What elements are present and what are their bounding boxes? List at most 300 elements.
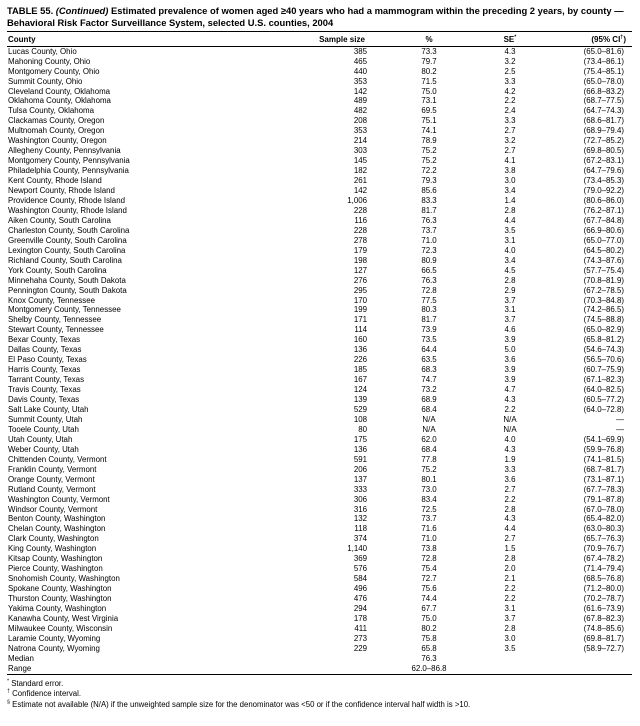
- ci-cell: (74.1–81.5): [583, 454, 624, 464]
- se-cell: 1.4: [504, 195, 516, 205]
- percent-cell: 75.2: [421, 156, 437, 166]
- ci-cell: (65.0–78.0): [583, 76, 624, 86]
- percent-cell: 71.0: [421, 235, 437, 245]
- percent-cell: 68.4: [421, 444, 437, 454]
- county-cell: Washington County, Vermont: [8, 494, 110, 504]
- percent-cell: 76.3: [421, 275, 437, 285]
- ci-cell: (68.5–76.8): [583, 574, 624, 584]
- se-cell: 3.4: [504, 186, 516, 196]
- sample-size-cell: 170: [353, 295, 367, 305]
- county-cell: Range: [8, 663, 32, 673]
- ci-cell: —: [616, 414, 624, 424]
- sample-size-cell: 182: [353, 166, 367, 176]
- se-cell: 3.7: [504, 614, 516, 624]
- sample-size-cell: 228: [353, 205, 367, 215]
- percent-cell: 73.3: [421, 46, 437, 56]
- county-cell: Clackamas County, Oregon: [8, 116, 105, 126]
- percent-cell: 75.2: [421, 146, 437, 156]
- percent-cell: 64.4: [421, 345, 437, 355]
- se-cell: 2.8: [504, 504, 516, 514]
- percent-cell: 72.8: [421, 554, 437, 564]
- percent-cell: N/A: [422, 424, 436, 434]
- table-row: [7, 136, 632, 146]
- ci-cell: (79.0–92.2): [583, 186, 624, 196]
- column-header-county: [7, 32, 317, 47]
- table-row: [7, 624, 632, 634]
- se-footnote-marker: *: [514, 34, 517, 41]
- se-cell: N/A: [503, 414, 517, 424]
- ci-cell: (70.8–81.9): [583, 275, 624, 285]
- table-row: [7, 654, 632, 664]
- se-cell: 5.0: [504, 345, 516, 355]
- table-row: [7, 146, 632, 156]
- percent-cell: 71.5: [421, 76, 437, 86]
- table-row: [7, 365, 632, 375]
- se-cell: 2.4: [504, 106, 516, 116]
- sample-size-cell: 145: [353, 156, 367, 166]
- table-row: [7, 495, 632, 505]
- column-header-percent-label: %: [425, 34, 433, 44]
- table-row: [7, 554, 632, 564]
- percent-cell: 80.2: [421, 623, 437, 633]
- sample-size-cell: 496: [353, 584, 367, 594]
- sample-size-cell: [317, 664, 381, 674]
- se-cell: 3.7: [504, 295, 516, 305]
- table-row: [7, 395, 632, 405]
- sample-size-cell: 374: [353, 534, 367, 544]
- sample-size-cell: 276: [353, 275, 367, 285]
- se-cell: 3.7: [504, 315, 516, 325]
- percent-cell: 73.9: [421, 325, 437, 335]
- ci-cell: (64.5–80.2): [583, 245, 624, 255]
- se-cell: 1.5: [504, 544, 516, 554]
- county-cell: Snohomish County, Washington: [8, 574, 120, 584]
- sample-size-cell: 1,140: [347, 544, 367, 554]
- ci-cell: (71.2–80.0): [583, 584, 624, 594]
- county-cell: Summit County, Utah: [8, 414, 83, 424]
- ci-cell: (64.7–79.6): [583, 166, 624, 176]
- county-cell: Bexar County, Texas: [8, 335, 81, 345]
- ci-cell: (65.0–77.0): [583, 235, 624, 245]
- county-cell: Tooele County, Utah: [8, 424, 79, 434]
- table-title: [7, 5, 632, 28]
- ci-cell: (69.8–81.7): [583, 633, 624, 643]
- ci-cell: (60.5–77.2): [583, 395, 624, 405]
- ci-cell: (65.0–81.6): [583, 46, 624, 56]
- se-cell: 3.9: [504, 365, 516, 375]
- se-cell: 2.1: [504, 574, 516, 584]
- county-cell: Mahoning County, Ohio: [8, 56, 91, 66]
- table-row: [7, 435, 632, 445]
- county-cell: Yakima County, Washington: [8, 604, 107, 614]
- se-cell: 4.3: [504, 514, 516, 524]
- county-cell: Kanawha County, West Virginia: [8, 614, 119, 624]
- table-row: [7, 664, 632, 674]
- sample-size-cell: 333: [353, 484, 367, 494]
- percent-cell: 80.1: [421, 474, 437, 484]
- sample-size-cell: 127: [353, 265, 367, 275]
- footnote-text: Standard error.: [9, 678, 64, 688]
- se-cell: 2.7: [504, 484, 516, 494]
- sample-size-cell: 136: [353, 345, 367, 355]
- county-cell: Windsor County, Vermont: [8, 504, 98, 514]
- table-row: [7, 574, 632, 584]
- percent-cell: 81.7: [421, 315, 437, 325]
- ci-cell: —: [616, 424, 624, 434]
- footnotes-section: [7, 679, 632, 710]
- se-cell: 2.8: [504, 275, 516, 285]
- se-cell: [477, 654, 543, 664]
- percent-cell: 77.5: [421, 295, 437, 305]
- sample-size-cell: 178: [353, 614, 367, 624]
- table-row: [7, 315, 632, 325]
- ci-footnote-marker: †: [620, 34, 624, 41]
- county-cell: Pierce County, Washington: [8, 564, 103, 574]
- percent-cell: 72.5: [421, 504, 437, 514]
- table-row: [7, 286, 632, 296]
- se-cell: 2.8: [504, 554, 516, 564]
- sample-size-cell: 160: [353, 335, 367, 345]
- sample-size-cell: 1,006: [347, 195, 367, 205]
- county-cell: Natrona County, Wyoming: [8, 643, 100, 653]
- sample-size-cell: 489: [353, 96, 367, 106]
- percent-cell: 75.0: [421, 86, 437, 96]
- county-cell: Greenville County, South Carolina: [8, 235, 127, 245]
- sample-size-cell: 132: [353, 514, 367, 524]
- se-cell: 2.7: [504, 534, 516, 544]
- sample-size-cell: 108: [353, 414, 367, 424]
- se-cell: 4.1: [504, 156, 516, 166]
- sample-size-cell: 306: [353, 494, 367, 504]
- ci-cell: (68.7–77.5): [583, 96, 624, 106]
- sample-size-cell: 179: [353, 245, 367, 255]
- county-cell: Tarrant County, Texas: [8, 375, 85, 385]
- percent-cell: 71.0: [421, 534, 437, 544]
- ci-cell: (66.9–80.6): [583, 225, 624, 235]
- ci-cell: (60.7–75.9): [583, 365, 624, 375]
- sample-size-cell: 576: [353, 564, 367, 574]
- sample-size-cell: 137: [353, 474, 367, 484]
- table-row: [7, 166, 632, 176]
- county-cell: Washington County, Rhode Island: [8, 205, 127, 215]
- sample-size-cell: 214: [353, 136, 367, 146]
- se-cell: 4.3: [504, 395, 516, 405]
- county-cell: Washington County, Oregon: [8, 136, 107, 146]
- footnote-marker: §: [7, 698, 10, 705]
- sample-size-cell: 80: [358, 424, 367, 434]
- ci-cell: (61.6–73.9): [583, 604, 624, 614]
- ci-cell: (65.0–82.9): [583, 325, 624, 335]
- table-row: [7, 485, 632, 495]
- sample-size-cell: 369: [353, 554, 367, 564]
- percent-cell: 80.9: [421, 255, 437, 265]
- percent-cell: 79.7: [421, 56, 437, 66]
- table-number: TABLE 55.: [7, 5, 54, 16]
- se-cell: [477, 664, 543, 674]
- percent-cell: 68.4: [421, 405, 437, 414]
- table-row: [7, 614, 632, 624]
- ci-cell: (67.7–78.3): [583, 484, 624, 494]
- ci-cell: (65.7–76.3): [583, 534, 624, 544]
- percent-cell: 75.4: [421, 564, 437, 574]
- table-row: [7, 305, 632, 315]
- sample-size-cell: 591: [353, 454, 367, 464]
- percent-cell: 77.8: [421, 454, 437, 464]
- footnote-confidence-interval: [7, 689, 632, 699]
- ci-cell: (67.8–82.3): [583, 614, 624, 624]
- percent-cell: 76.3: [421, 215, 437, 225]
- table-row: [7, 216, 632, 226]
- table-row: [7, 604, 632, 614]
- percent-cell: 75.8: [421, 633, 437, 643]
- ci-cell: (63.0–80.3): [583, 524, 624, 534]
- table-row: [7, 445, 632, 455]
- se-cell: 2.2: [504, 594, 516, 604]
- sample-size-cell: 198: [353, 255, 367, 265]
- percent-cell: 83.4: [421, 494, 437, 504]
- sample-size-cell: [317, 654, 381, 664]
- ci-cell: (67.4–78.2): [583, 554, 624, 564]
- county-cell: El Paso County, Texas: [8, 355, 87, 365]
- county-cell: Rutland County, Vermont: [8, 484, 96, 494]
- column-header-ci-close: ): [623, 34, 626, 44]
- table-row: [7, 46, 632, 56]
- footnote-text: Estimate not available (N/A) if the unweighted sample size for the denominator was <50 or if the confidence interval half width is >10.: [9, 699, 471, 709]
- se-cell: 4.6: [504, 325, 516, 335]
- ci-cell: (70.3–84.8): [583, 295, 624, 305]
- percent-cell: 74.1: [421, 126, 437, 136]
- percent-cell: 72.7: [421, 574, 437, 584]
- table-row: [7, 375, 632, 385]
- se-cell: 3.2: [504, 136, 516, 146]
- ci-cell: (74.3–87.6): [583, 255, 624, 265]
- table-row: [7, 325, 632, 335]
- ci-cell: (67.2–83.1): [583, 156, 624, 166]
- percent-cell: 80.3: [421, 305, 437, 315]
- sample-size-cell: 353: [353, 76, 367, 86]
- ci-cell: (58.9–72.7): [583, 643, 624, 653]
- county-cell: Spokane County, Washington: [8, 584, 112, 594]
- se-cell: 4.4: [504, 215, 516, 225]
- county-cell: Salt Lake County, Utah: [8, 405, 89, 414]
- ci-cell: (75.4–85.1): [583, 66, 624, 76]
- ci-cell: (68.9–79.4): [583, 126, 624, 136]
- ci-cell: (54.6–74.3): [583, 345, 624, 355]
- percent-cell: 81.7: [421, 205, 437, 215]
- county-cell: York County, South Carolina: [8, 265, 107, 275]
- ci-cell: (66.8–83.2): [583, 86, 624, 96]
- se-cell: 2.5: [504, 66, 516, 76]
- ci-cell: (70.9–76.7): [583, 544, 624, 554]
- se-cell: 4.2: [504, 86, 516, 96]
- sample-size-cell: 229: [353, 643, 367, 653]
- county-cell: King County, Washington: [8, 544, 97, 554]
- percent-cell: 68.3: [421, 365, 437, 375]
- county-cell: Utah County, Utah: [8, 434, 73, 444]
- sample-size-cell: 273: [353, 633, 367, 643]
- table-title-text: Estimated prevalence of women aged ≥40 years who had a mammogram within the preceding 2 years, by county — Behavioral Risk Factor Surveillance System, selected U.S. counties, 2004: [7, 5, 624, 28]
- percent-cell: 63.5: [421, 355, 437, 365]
- table-row: [7, 385, 632, 395]
- se-cell: 4.3: [504, 444, 516, 454]
- sample-size-cell: 142: [353, 186, 367, 196]
- se-cell: 4.4: [504, 524, 516, 534]
- table-row: [7, 475, 632, 485]
- county-cell: Summit County, Ohio: [8, 76, 83, 86]
- ci-cell: (68.6–81.7): [583, 116, 624, 126]
- ci-cell: [543, 654, 632, 664]
- sample-size-cell: 206: [353, 464, 367, 474]
- county-cell: Montgomery County, Tennessee: [8, 305, 121, 315]
- se-cell: 2.9: [504, 285, 516, 295]
- percent-cell: 66.5: [421, 265, 437, 275]
- sample-size-cell: 261: [353, 176, 367, 186]
- county-cell: Shelby County, Tennessee: [8, 315, 102, 325]
- sample-size-cell: 482: [353, 106, 367, 116]
- county-cell: Multnomah County, Oregon: [8, 126, 105, 136]
- ci-cell: (79.1–87.8): [583, 494, 624, 504]
- sample-size-cell: 529: [353, 405, 367, 414]
- county-cell: Davis County, Texas: [8, 395, 80, 405]
- county-cell: Dallas County, Texas: [8, 345, 82, 355]
- county-cell: Lucas County, Ohio: [8, 46, 77, 56]
- se-cell: 3.8: [504, 166, 516, 176]
- se-cell: 3.9: [504, 375, 516, 385]
- sample-size-cell: 278: [353, 235, 367, 245]
- se-cell: 1.9: [504, 454, 516, 464]
- column-header-county-label: County: [8, 34, 36, 44]
- percent-cell: 74.7: [421, 375, 437, 385]
- sample-size-cell: 114: [354, 325, 367, 335]
- se-cell: 2.8: [504, 623, 516, 633]
- percent-cell: 83.3: [421, 195, 437, 205]
- percent-cell: 78.9: [421, 136, 437, 146]
- county-cell: Oklahoma County, Oklahoma: [8, 96, 111, 106]
- county-cell: Franklin County, Vermont: [8, 464, 97, 474]
- se-cell: 4.5: [504, 265, 516, 275]
- sample-size-cell: 476: [353, 594, 367, 604]
- table-row: [7, 246, 632, 256]
- table-row: [7, 67, 632, 77]
- percent-cell: 72.8: [421, 285, 437, 295]
- ci-cell: (76.2–87.1): [583, 205, 624, 215]
- ci-cell: (74.2–86.5): [583, 305, 624, 315]
- sample-size-cell: 136: [353, 444, 367, 454]
- table-row: [7, 256, 632, 266]
- sample-size-cell: 199: [353, 305, 367, 315]
- percent-cell: 62.0–86.8: [411, 663, 447, 673]
- percent-cell: 75.1: [421, 116, 437, 126]
- county-cell: Chelan County, Washington: [8, 524, 106, 534]
- percent-cell: 65.8: [421, 643, 437, 653]
- table-row: [7, 534, 632, 544]
- se-cell: 2.2: [504, 494, 516, 504]
- table-row: [7, 236, 632, 246]
- ci-cell: (74.5–88.8): [583, 315, 624, 325]
- table-row: [7, 196, 632, 206]
- column-header-se-label: SE: [503, 34, 515, 44]
- percent-cell: 62.0: [421, 434, 437, 444]
- ci-cell: (65.8–81.2): [583, 335, 624, 345]
- column-header-percent: [381, 32, 477, 47]
- county-cell: Harris County, Texas: [8, 365, 81, 375]
- percent-cell: 76.3: [421, 653, 437, 663]
- percent-cell: 69.5: [421, 106, 437, 116]
- county-cell: Milwaukee County, Wisconsin: [8, 623, 113, 633]
- percent-cell: 71.6: [421, 524, 437, 534]
- se-cell: 2.2: [504, 405, 516, 414]
- sample-size-cell: 353: [353, 126, 367, 136]
- table-row: [7, 296, 632, 306]
- ci-cell: [543, 664, 632, 674]
- sample-size-cell: 295: [353, 285, 367, 295]
- column-header-se: [477, 32, 543, 47]
- county-cell: Montgomery County, Ohio: [8, 66, 100, 76]
- county-cell: Median: [8, 653, 34, 663]
- percent-cell: 68.9: [421, 395, 437, 405]
- table-body: [7, 46, 632, 674]
- se-cell: 4.3: [504, 46, 516, 56]
- ci-cell: (67.7–84.8): [583, 215, 624, 225]
- ci-cell: (56.5–70.6): [583, 355, 624, 365]
- table-row: [7, 345, 632, 355]
- se-cell: 3.1: [504, 305, 516, 315]
- percent-cell: 67.7: [421, 604, 437, 614]
- footnote-standard-error: [7, 679, 632, 689]
- county-cell: Travis County, Texas: [8, 385, 81, 395]
- ci-cell: (69.8–80.5): [583, 146, 624, 156]
- percent-cell: 75.0: [421, 614, 437, 624]
- sample-size-cell: 465: [353, 56, 367, 66]
- county-cell: Allegheny County, Pennsylvania: [8, 146, 121, 156]
- se-cell: 3.4: [504, 255, 516, 265]
- sample-size-cell: 228: [353, 225, 367, 235]
- footnote-estimate-not-available: [7, 700, 632, 710]
- se-cell: 3.5: [504, 643, 516, 653]
- column-header-ci: [543, 32, 632, 47]
- county-cell: Providence County, Rhode Island: [8, 195, 125, 205]
- table-row: [7, 514, 632, 524]
- se-cell: 3.0: [504, 633, 516, 643]
- county-cell: Philadelphia County, Pennsylvania: [8, 166, 129, 176]
- county-cell: Benton County, Washington: [8, 514, 106, 524]
- sample-size-cell: 167: [353, 375, 367, 385]
- percent-cell: 73.1: [421, 96, 437, 106]
- se-cell: 3.1: [504, 604, 516, 614]
- table-continued-flag: (Continued): [53, 5, 111, 16]
- ci-cell: (64.0–82.5): [583, 385, 624, 395]
- ci-cell: (67.2–78.5): [583, 285, 624, 295]
- sample-size-cell: 316: [353, 504, 367, 514]
- percent-cell: 73.7: [421, 514, 437, 524]
- footnote-marker: †: [7, 688, 10, 695]
- percent-cell: 75.6: [421, 584, 437, 594]
- county-cell: Orange County, Vermont: [8, 474, 95, 484]
- table-row: [7, 156, 632, 166]
- se-cell: 3.3: [504, 464, 516, 474]
- table-row: [7, 116, 632, 126]
- county-cell: Montgomery County, Pennsylvania: [8, 156, 130, 166]
- sample-size-cell: 116: [354, 215, 367, 225]
- county-cell: Stewart County, Tennessee: [8, 325, 104, 335]
- sample-size-cell: 584: [353, 574, 367, 584]
- table-row: [7, 594, 632, 604]
- table-row: [7, 465, 632, 475]
- table-row: [7, 87, 632, 97]
- table-row: [7, 266, 632, 276]
- se-cell: 3.9: [504, 335, 516, 345]
- county-cell: Cleveland County, Oklahoma: [8, 86, 111, 96]
